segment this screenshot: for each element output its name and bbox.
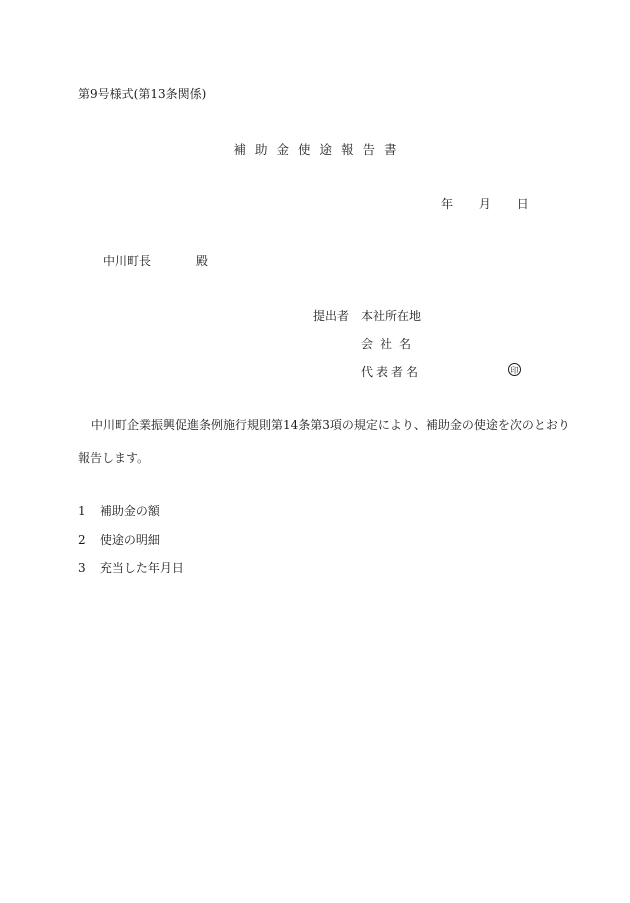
seal-mark: 印 [508, 363, 521, 376]
submitter-address-label: 本社所在地 [361, 309, 422, 323]
list-item-number: 1 [78, 504, 86, 518]
list-item-label: 使途の明細 [99, 533, 160, 547]
date-month-label: 月 [478, 197, 491, 211]
list-item-label: 充当した年月日 [99, 561, 184, 575]
body-text-line-1: 中川町企業振興促進条例施行規則第14条第3項の規定により、補助金の使途を次のとおり [91, 418, 570, 432]
addressee-name: 中川町長 [103, 254, 152, 268]
list-item-label: 補助金の額 [99, 504, 160, 518]
addressee-honorific: 殿 [196, 254, 209, 268]
date-row [441, 198, 529, 210]
list-item [78, 562, 184, 574]
list-item-number: 2 [78, 533, 86, 547]
list-item [78, 534, 160, 546]
company-name-label: 会社名 [361, 337, 419, 351]
list-item [78, 505, 160, 517]
list-item-number: 3 [78, 561, 86, 575]
form-number: 第9号様式(第13条関係) [78, 87, 207, 101]
submitter-label: 提出者 [313, 309, 350, 323]
body-text-line-2: 報告します。 [78, 451, 150, 465]
document-title: 補助金使途報告書 [233, 142, 406, 157]
date-day-label: 日 [516, 197, 529, 211]
representative-name-label: 代表者名 [361, 365, 422, 379]
date-year-label: 年 [441, 197, 454, 211]
